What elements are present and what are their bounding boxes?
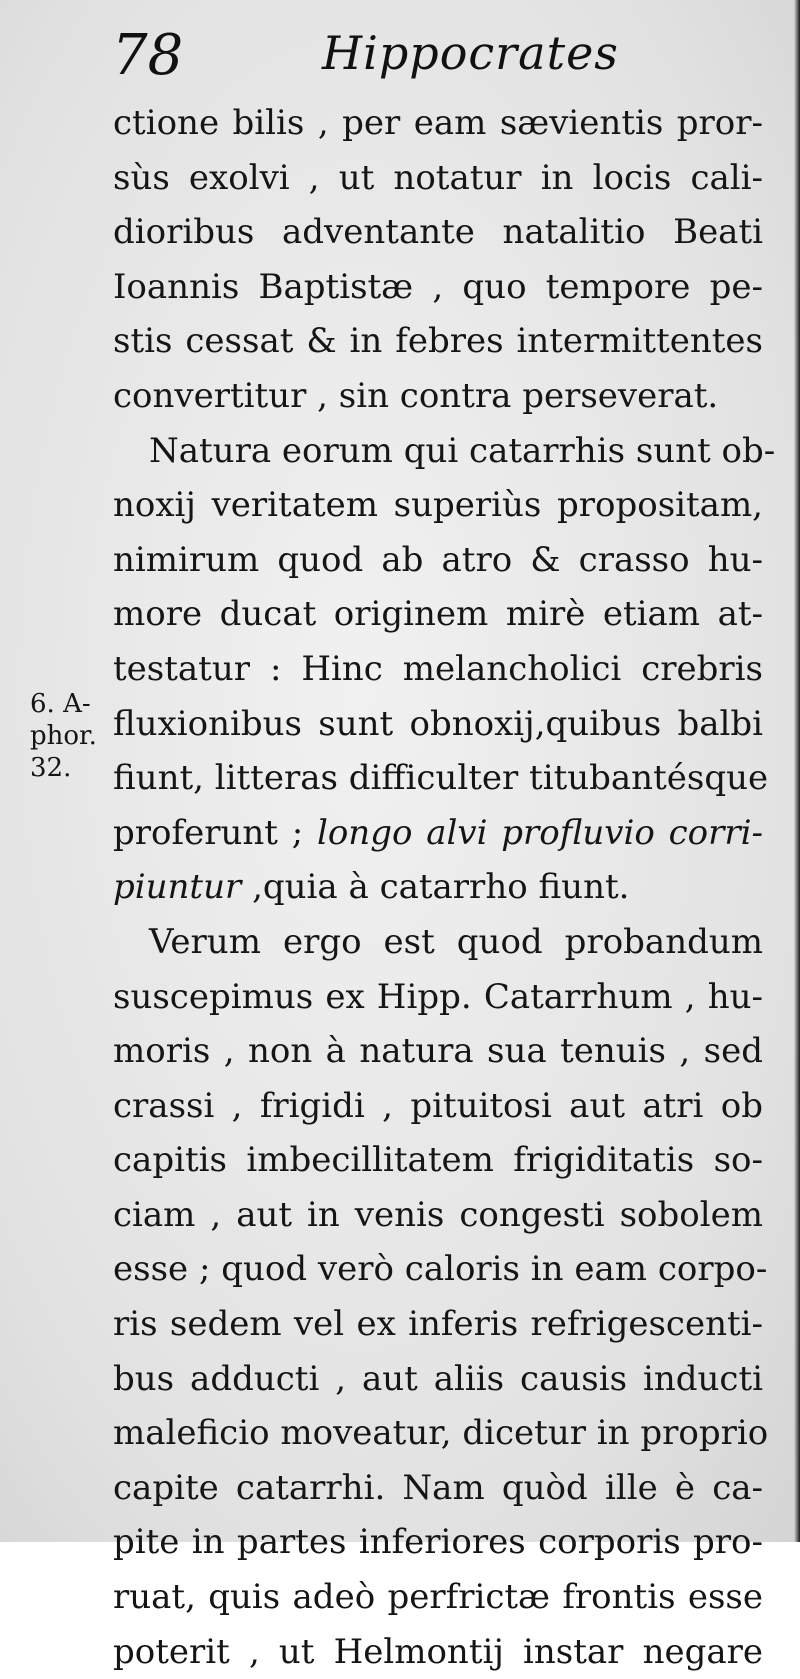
margin-note-line: 32. bbox=[30, 753, 72, 783]
text-line: crassi , frigidi , pituitosi aut atri ob bbox=[113, 1085, 763, 1126]
text-line bbox=[113, 806, 763, 861]
text-line: moris , non à natura sua tenuis , sed bbox=[113, 1031, 763, 1072]
text-line: bus adducti , aut aliis causis inducti bbox=[113, 1358, 763, 1399]
text-line: Natura eorum qui catarrhis sunt ob- bbox=[149, 430, 776, 471]
text-line: more ducat originem mirè etiam at- bbox=[113, 594, 763, 635]
text-line: nimirum quod ab atro & crasso hu- bbox=[113, 539, 763, 580]
page-number: 78 bbox=[112, 23, 184, 88]
text-line: Verum ergo est quod probandum bbox=[149, 921, 763, 962]
text-line: poterit , ut Helmontij instar negare bbox=[113, 1631, 763, 1672]
aphorism-quote: longo alvi profluvio corri- bbox=[316, 812, 764, 853]
margin-note-line: 6. A- bbox=[30, 689, 91, 719]
text-line: testatur : Hinc melancholici crebris bbox=[113, 648, 763, 689]
page-edge bbox=[794, 0, 800, 1542]
text-line: pite in partes inferiores corporis pro- bbox=[113, 1522, 763, 1563]
text-segment: ,quia à catarrho fiunt. bbox=[252, 867, 630, 908]
text-line: dioribus adventante natalitio Beati bbox=[113, 212, 763, 253]
text-line: noxij veritatem superiùs propositam, bbox=[113, 485, 763, 526]
text-line: ris sedem vel ex inferis refrigescenti- bbox=[113, 1304, 763, 1345]
text-line: Ioannis Baptistæ , quo tempore pe- bbox=[113, 266, 763, 307]
page-header bbox=[112, 22, 712, 92]
text-line: ctione bilis , per eam sævientis pror- bbox=[113, 103, 763, 143]
text-line: ciam , aut in venis congesti sobolem bbox=[113, 1194, 763, 1235]
margin-note-line: phor. bbox=[30, 721, 97, 751]
text-line: maleficio moveatur, dicetur in proprio bbox=[113, 1413, 769, 1454]
text-line: convertitur , sin contra perseverat. bbox=[113, 375, 719, 416]
running-head: Hippocrates bbox=[322, 26, 619, 80]
text-line: stis cessat & in febres intermittentes bbox=[113, 321, 763, 362]
text-line: ruat, quis adeò perfrictæ frontis esse bbox=[113, 1577, 763, 1618]
text-line: fiunt, litteras difficulter titubantésque bbox=[113, 758, 769, 799]
margin-note bbox=[30, 688, 110, 784]
text-segment: proferunt ; bbox=[113, 812, 304, 853]
text-line: esse ; quod verò caloris in eam corpo- bbox=[113, 1249, 768, 1290]
text-line: suscepimus ex Hipp. Catarrhum , hu- bbox=[113, 976, 763, 1017]
text-line: fluxionibus sunt obnoxij,quibus balbi bbox=[113, 703, 763, 744]
body-text bbox=[113, 96, 776, 1679]
aphorism-quote: piuntur bbox=[113, 867, 242, 908]
text-line bbox=[113, 860, 763, 915]
text-line: sùs exolvi , ut notatur in locis cali- bbox=[113, 157, 763, 198]
text-line: capite catarrhi. Nam quòd ille è ca- bbox=[113, 1467, 763, 1508]
text-line: capitis imbecillitatem frigiditatis so- bbox=[113, 1140, 763, 1181]
